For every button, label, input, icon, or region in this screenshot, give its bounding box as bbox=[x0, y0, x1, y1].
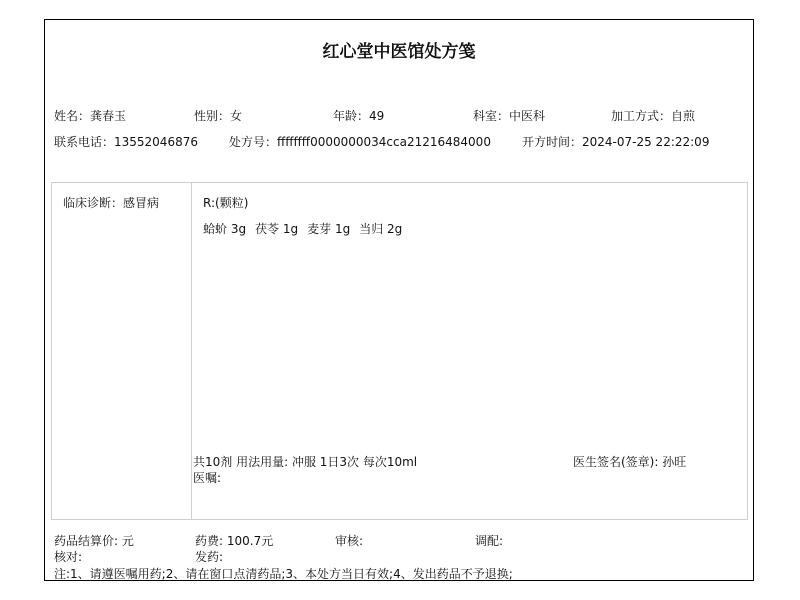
drug-settlement-price: 药品结算价: 元 bbox=[54, 534, 134, 548]
herb-item: 当归 2g bbox=[359, 222, 403, 236]
prepare-field: 调配: bbox=[475, 534, 504, 548]
document-title: 红心堂中医馆处方笺 bbox=[322, 42, 476, 62]
herb-list bbox=[203, 220, 411, 237]
patient-age: 年龄：49 bbox=[333, 109, 385, 123]
herb-item: 蛤蚧 3g bbox=[203, 222, 247, 236]
panel-divider bbox=[191, 183, 192, 519]
footer-note: 注:1、请遵医嘱用药;2、请在窗口点清药品;3、本处方当日有效;4、发出药品不予退换; bbox=[54, 567, 513, 581]
usage-dosage: 共10剂 用法用量: 冲服 1日3次 每次10ml bbox=[193, 455, 418, 469]
patient-name: 姓名：龚春玉 bbox=[54, 109, 127, 123]
prescription-panel bbox=[51, 182, 748, 520]
review-field: 审核: bbox=[335, 534, 364, 548]
doctor-signature: 医生签名(签章): 孙旺 bbox=[573, 455, 687, 469]
patient-gender: 性别：女 bbox=[194, 109, 243, 123]
drug-fee: 药费: 100.7元 bbox=[195, 534, 274, 548]
process-method: 加工方式：自煎 bbox=[611, 109, 696, 123]
clinical-diagnosis: 临床诊断：感冒病 bbox=[63, 196, 160, 210]
prescription-number: 处方号：ffffffff0000000034cca21216484000 bbox=[229, 135, 491, 149]
doctor-advice: 医嘱: bbox=[193, 471, 222, 485]
check-field: 核对: bbox=[54, 550, 83, 564]
herb-item: 茯苓 1g bbox=[255, 222, 299, 236]
prescription-time: 开方时间：2024-07-25 22:22:09 bbox=[522, 135, 710, 149]
patient-department: 科室：中医科 bbox=[473, 109, 546, 123]
herb-item: 麦芽 1g bbox=[307, 222, 351, 236]
prescription-sheet bbox=[44, 19, 754, 581]
rx-header: R:(颗粒) bbox=[203, 196, 249, 210]
dispense-field: 发药: bbox=[195, 550, 224, 564]
patient-phone: 联系电话：13552046876 bbox=[54, 135, 198, 149]
